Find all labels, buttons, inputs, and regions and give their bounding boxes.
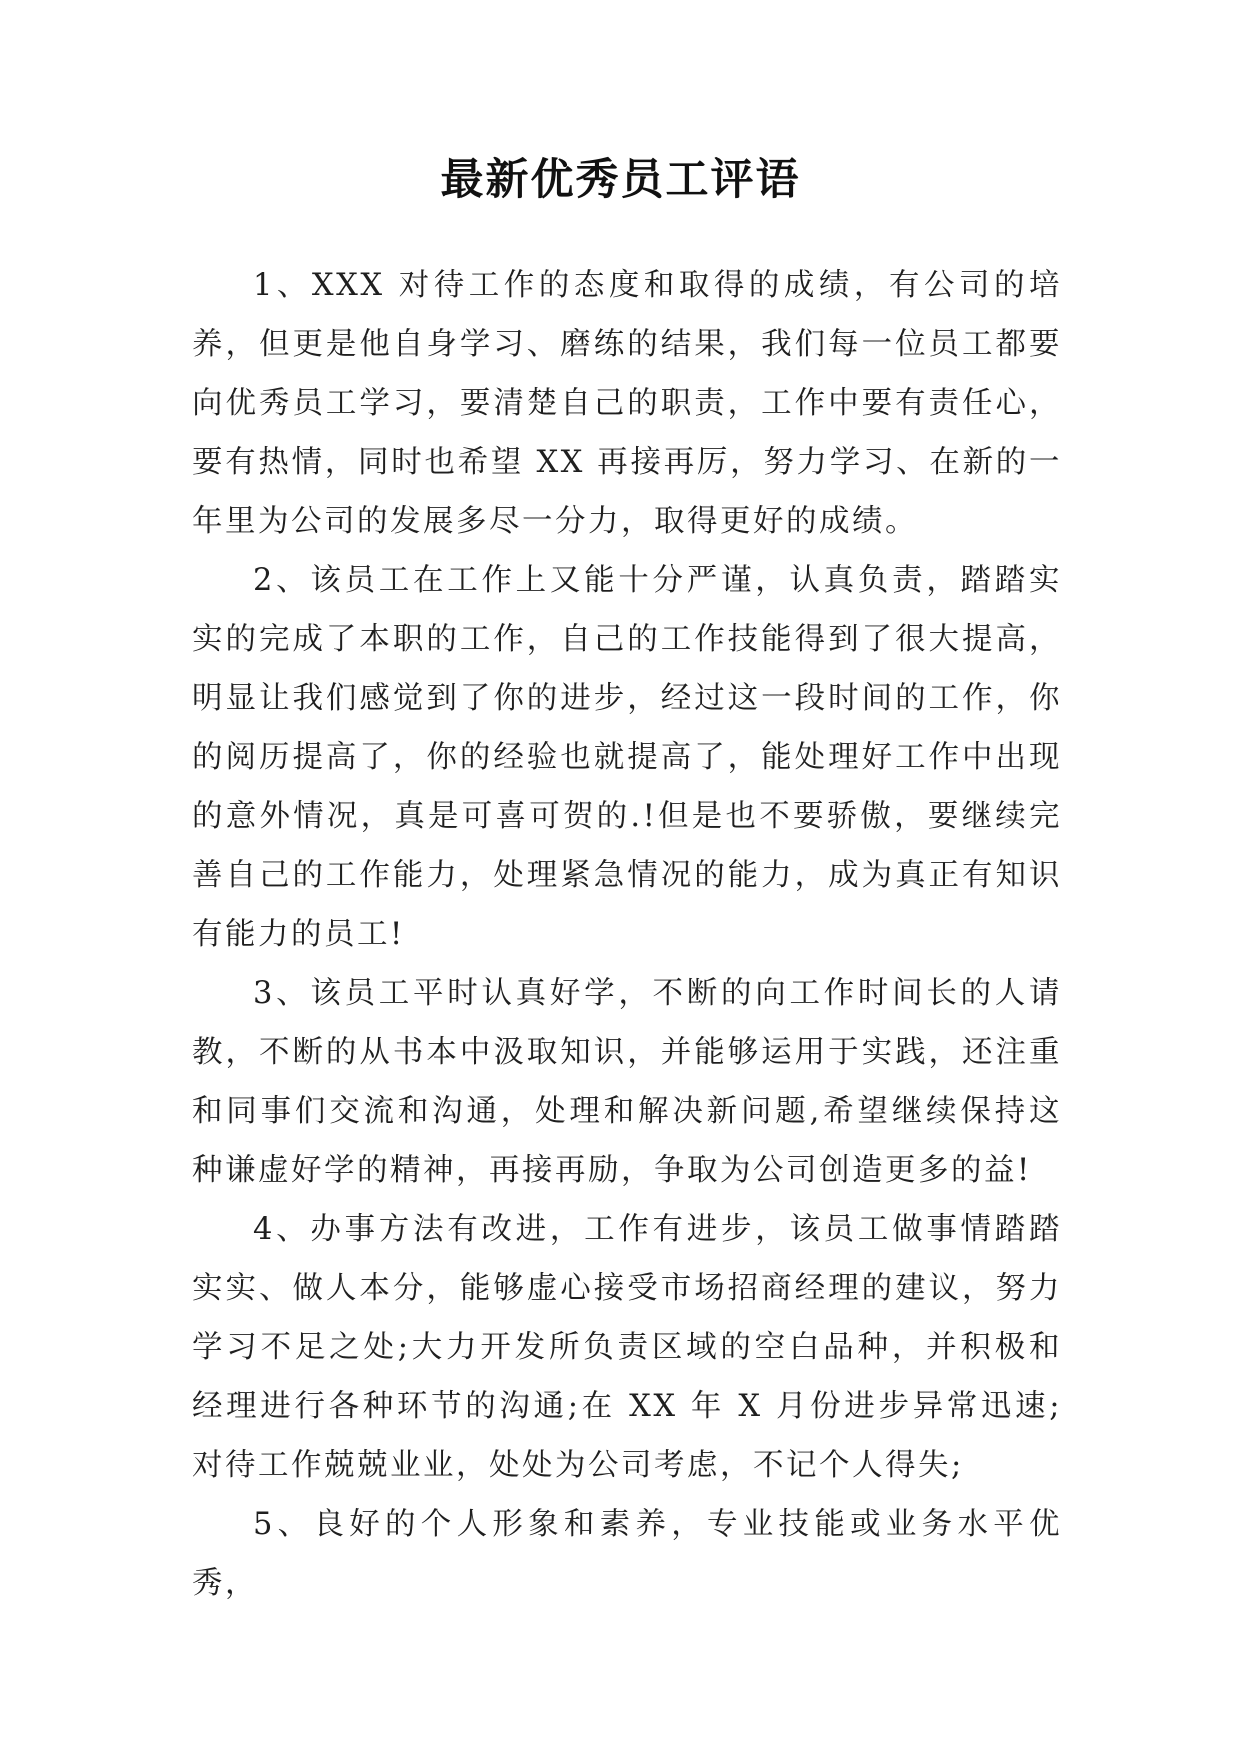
comment-paragraph-5: 5、良好的个人形象和素养，专业技能或业务水平优秀， [192,1507,1062,1601]
document-body [192,256,1062,1613]
comment-paragraph-4: 4、办事方法有改进，工作有进步，该员工做事情踏踏实实、做人本分，能够虚心接受市场招商经理的建议，努力学习不足之处;大力开发所负责区域的空白品种，并积极和经理进行各种环节的沟通;在 XX 年 X 月份进步异常迅速;对待工作兢兢业业，处处为公司考虑，不记个人得失; [192,1212,1062,1483]
comment-paragraph-2: 2、该员工在工作上又能十分严谨，认真负责，踏踏实实的完成了本职的工作，自己的工作技能得到了很大提高，明显让我们感觉到了你的进步，经过这一段时间的工作，你的阅历提高了，你的经验也就提高了，能处理好工作中出现的意外情况，真是可喜可贺的.!但是也不要骄傲，要继续完善自己的工作能力，处理紧急情况的能力，成为真正有知识有能力的员工! [192,563,1062,952]
comment-paragraph-1: 1、XXX 对待工作的态度和取得的成绩，有公司的培养，但更是他自身学习、磨练的结果，我们每一位员工都要向优秀员工学习，要清楚自己的职责，工作中要有责任心，要有热情，同时也希望 XX 再接再厉，努力学习、在新的一年里为公司的发展多尽一分力，取得更好的成绩。 [192,268,1062,539]
comment-paragraph-3: 3、该员工平时认真好学，不断的向工作时间长的人请教，不断的从书本中汲取知识，并能够运用于实践，还注重和同事们交流和沟通，处理和解决新问题,希望继续保持这种谦虚好学的精神，再接再励，争取为公司创造更多的益! [192,976,1062,1188]
document-title: 最新优秀员工评语 [440,155,801,205]
